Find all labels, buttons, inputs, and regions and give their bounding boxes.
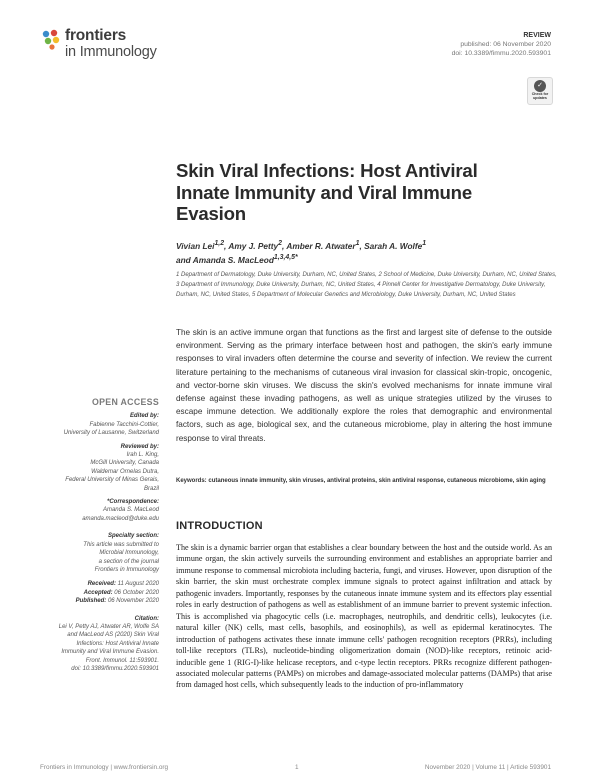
reviewer-line: Waldemar Ornelas Dutra, (91, 468, 159, 475)
frontiers-logo-icon (40, 28, 62, 50)
open-access-label: OPEN ACCESS (91, 397, 159, 407)
separator: , (359, 240, 365, 251)
article-type: REVIEW (523, 32, 551, 39)
abstract: The skin is an active immune organ that functions as the first and largest site of defense to the outside environment. Serving as the primary interface between host and pathogen, the skin's early immune responses to viral invaders often determine the course and severity of infection. We review the current literature pertaining to the mechanisms of cutaneous viral invasion for classical skin-tropic, oncogenic, and vector-borne skin viruses. We discuss the skin's evolved mechanisms for innate immune viral defense against these invading pathogens, as well as unique strategies utilized by the viruses to escape immune detection. We additionally explore the roles that demographic and environmental factors, such as age, biological sex, and the cutaneous microbiome, play in altering the host immune response to viral threats. (176, 328, 552, 443)
specialty-line: Microbial Immunology, (99, 550, 159, 557)
footer-issue-info: November 2020 | Volume 11 | Article 593901 (424, 764, 551, 771)
correspondence-name: Amanda S. MacLeod (102, 507, 159, 514)
separator: , (224, 240, 229, 251)
affiliations: 1 Department of Dermatology, Duke University, Durham, NC, United States, 2 School of Medicine, Duke University, Durham, NC, United States, 3 Department of Immunology, Duke University, Durham, NC, United States, 4 Pinnell Center for Investigative Dermatology, Duke University, Durham, NC, United States, 5 Department of Molecular Genetics and Microbiology, Duke University, Durham, NC, United States (176, 272, 557, 299)
date-value: 06 November 2020 (107, 598, 159, 605)
citation-line: and MacLeod AS (2020) Skin Viral (67, 632, 159, 639)
author-affiliation-marker: 1 (422, 240, 427, 247)
date-label: Received: (87, 581, 116, 588)
article-sidebar (19, 398, 159, 673)
reviewer-line: McGill University, Canada (90, 460, 159, 467)
citation-line: Lei V, Petty AJ, Atwater AR, Wolfe SA (58, 623, 159, 630)
section-heading-introduction: INTRODUCTION (176, 520, 263, 532)
date-label: Published: (75, 598, 107, 605)
introduction-body: The skin is a dynamic barrier organ that establishes a clear boundary between the host and the outside world. As an immune organ, the skin actively surveils the surrounding environment and establishes an appropriate barrier and immune response to commensal microbiota including bacteria, fungi, and viruses. However, upon disruption of the skin barrier, the skin must orchestrate complex immune signals to protect against infiltration and attack by pathogenic invaders. Importantly, responses by the cutaneous innate immune system and its effectors play essential roles in early destruction of pathogens as well as establishment of an immune barrier to prevent systemic infection. This is accomplished via phagocytic cells (i.e. macrophages, neutrophils, and dendritic cells), leukocytes (i.e. natural killer (NK) cells, mast cells, basophils, and eosinophils), as well as epidermal keratinocytes. The introduction of pathogens activates these innate immune cells' pathogen recognition receptors (PRRs), including toll-like receptors (TLRs), nucleotide-binding oligomerization domain (NOD)-like receptors, retinoic acid-inducible gene 1 (RIG-I)-like helicase receptors, and c-type lectin receptors. PRRs recognize different pathogen-associated molecular patterns (PAMPs) on microbes and damage-associated molecular patterns (DAMPs) that arise from damaged host cells, which subsequently leads to the induction of pro-inflammatory (176, 543, 552, 690)
date-accepted (19, 589, 159, 597)
date-label: Accepted: (83, 589, 113, 596)
reviewer-line: Federal University of Minas Gerais, (65, 477, 159, 484)
specialty-section-label: Specialty section: (107, 533, 159, 540)
author-affiliation-marker: 1,2 (214, 240, 225, 247)
correspondence-label: *Correspondence: (106, 499, 159, 506)
reviewer-line: Brazil (143, 485, 159, 492)
page-number: 1 (295, 764, 299, 771)
author-name[interactable]: Amanda S. MacLeod (192, 254, 274, 265)
specialty-line: Frontiers in Immunology (94, 566, 159, 573)
doi-link[interactable]: doi: 10.3389/fimmu.2020.593901 (451, 50, 551, 57)
author-name[interactable]: Vivian Lei (176, 240, 215, 251)
logo-frontiers-text: frontiers (65, 27, 127, 44)
author-name[interactable]: Amy J. Petty (228, 240, 279, 251)
reviewed-by-label: Reviewed by: (120, 443, 159, 450)
separator: , (282, 240, 287, 251)
author-affiliation-marker: 2 (278, 240, 283, 247)
correspondence-email[interactable]: amanda.macleod@duke.edu (82, 515, 159, 522)
citation-label: Citation: (134, 615, 159, 622)
citation-line: Immunity and Viral Immune Evasion. (61, 649, 159, 656)
editor-line: University of Lausanne, Switzerland (63, 430, 159, 437)
edited-by-label: Edited by: (129, 413, 159, 420)
date-published (19, 597, 159, 605)
author-name[interactable]: Sarah A. Wolfe (364, 240, 423, 251)
keywords-text: cutaneous innate immunity, skin viruses, antiviral proteins, skin antiviral response, cutaneous microbiome, skin aging (208, 478, 546, 484)
journal-logo (40, 26, 170, 66)
date-value: 11 August 2020 (117, 581, 159, 588)
citation-line: Front. Immunol. 11:593901. (85, 657, 159, 664)
crossmark-label: Check for updates (531, 92, 549, 101)
author-list (176, 238, 506, 266)
date-value: 06 October 2020 (114, 589, 159, 596)
check-for-updates-badge[interactable] (527, 77, 553, 105)
author-conjunction: and (176, 254, 193, 265)
citation-line[interactable]: doi: 10.3389/fimmu.2020.593901 (71, 665, 159, 672)
reviewer-line: Irah L. King, (126, 452, 159, 459)
logo-journal-text: in Immunology (65, 44, 157, 60)
article-meta (452, 31, 551, 58)
editor-line: Fabienne Tacchini-Cottier, (89, 421, 159, 428)
author-name[interactable]: Amber R. Atwater (286, 240, 356, 251)
keywords (176, 476, 552, 487)
article-title: Skin Viral Infections: Host Antiviral Innate Immunity and Viral Immune Evasion (176, 160, 478, 225)
specialty-line: a section of the journal (98, 558, 159, 565)
published-date: published: 06 November 2020 (460, 41, 551, 48)
author-affiliation-marker: 1 (355, 240, 360, 247)
keywords-label: Keywords: (176, 478, 207, 484)
citation-line: Infections: Host Antiviral Innate (76, 640, 159, 647)
specialty-line: This article was submitted to (83, 541, 159, 548)
crossmark-icon: ✓ (534, 80, 546, 92)
date-received (19, 580, 159, 588)
footer-journal-link[interactable]: Frontiers in Immunology | www.frontiersin.org (40, 764, 169, 771)
author-affiliation-marker: 1,3,4,5* (273, 253, 298, 261)
